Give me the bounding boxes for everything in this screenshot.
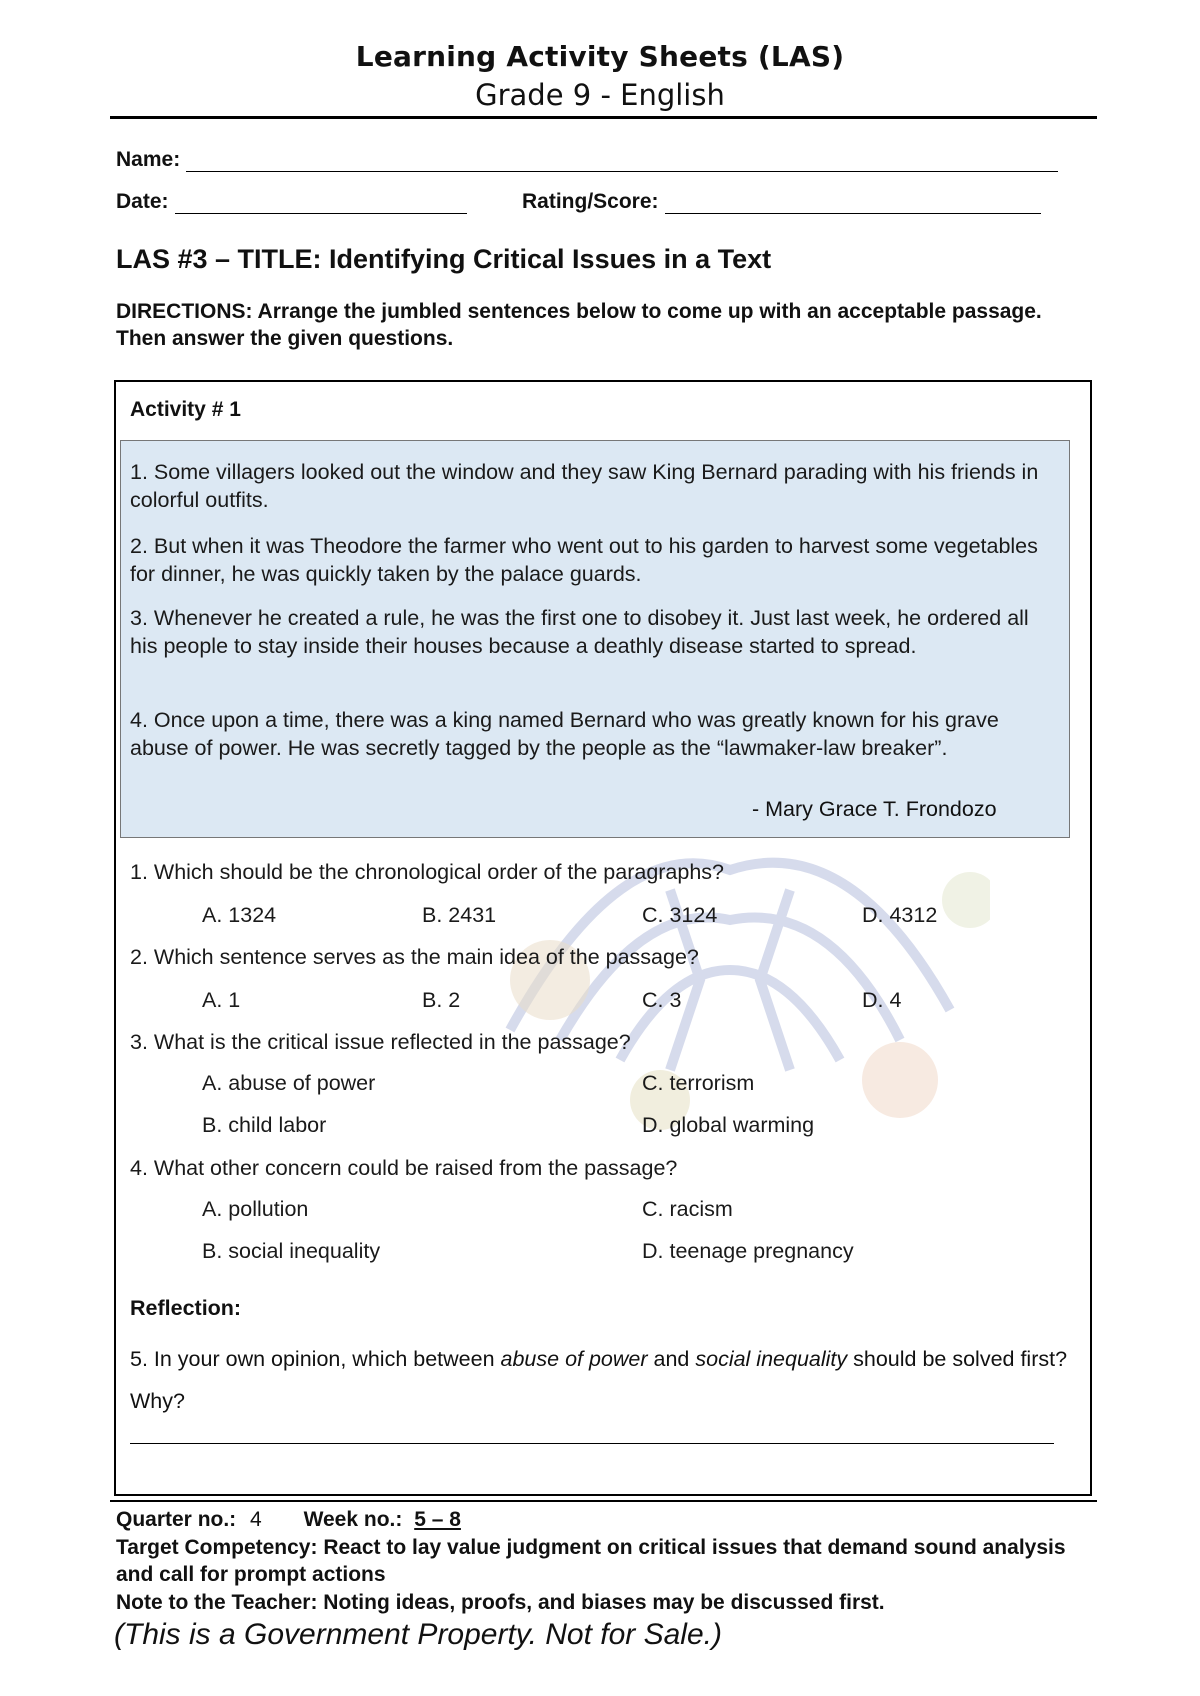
date-label: Date: bbox=[116, 190, 169, 213]
sheet-title: Learning Activity Sheets (LAS) bbox=[355, 40, 845, 73]
passage-paragraph: 1. Some villagers looked out the window and they saw King Bernard parading with his friends in colorful outfits. bbox=[130, 460, 1039, 512]
name-label: Name: bbox=[116, 148, 181, 171]
question-4: 4. What other concern could be raised from the passage? bbox=[130, 1156, 678, 1180]
question-3: 3. What is the critical issue reflected in the passage? bbox=[130, 1030, 631, 1054]
target-competency: Target Competency: React to lay value judgment on critical issues that demand sound analysis and call for prompt actions bbox=[116, 1536, 1066, 1586]
option[interactable]: B. social inequality bbox=[202, 1239, 381, 1263]
option[interactable]: A. pollution bbox=[202, 1197, 309, 1221]
option[interactable]: C. terrorism bbox=[642, 1071, 755, 1095]
quarter-week-line bbox=[116, 1506, 1091, 1533]
rating-label: Rating/Score: bbox=[522, 190, 659, 213]
date-blank[interactable] bbox=[175, 193, 467, 214]
option[interactable]: D. 4 bbox=[862, 988, 902, 1012]
passage-author: - Mary Grace T. Frondozo bbox=[752, 797, 997, 821]
directions: DIRECTIONS: Arrange the jumbled sentences below to come up with an acceptable passage. Then answer the given questions. bbox=[116, 300, 1042, 350]
reflection-text: 5. In your own opinion, which between bbox=[130, 1347, 501, 1371]
sheet-subtitle: Grade 9 - English bbox=[475, 78, 725, 112]
option[interactable]: B. child labor bbox=[202, 1113, 327, 1137]
date-field[interactable] bbox=[116, 190, 467, 214]
option[interactable]: D. 4312 bbox=[862, 903, 938, 927]
reflection-question bbox=[130, 1338, 1070, 1422]
question-1: 1. Which should be the chronological order of the paragraphs? bbox=[130, 860, 725, 884]
rating-blank[interactable] bbox=[665, 193, 1041, 214]
passage-paragraph: 4. Once upon a time, there was a king named Bernard who was greatly known for his grave abuse of power. He was secretly tagged by the people as the “lawmaker-law breaker”. bbox=[130, 708, 999, 760]
reflection-text: and bbox=[647, 1347, 696, 1371]
option[interactable]: B. 2 bbox=[422, 988, 461, 1012]
quarter-label: Quarter no.: bbox=[116, 1508, 237, 1531]
name-field[interactable] bbox=[116, 148, 1058, 172]
reflection-emphasis: abuse of power bbox=[500, 1347, 648, 1371]
las-title: LAS #3 – TITLE: Identifying Critical Issues in a Text bbox=[116, 244, 772, 274]
name-blank[interactable] bbox=[186, 151, 1058, 172]
option[interactable]: D. teenage pregnancy bbox=[642, 1239, 854, 1263]
activity-label: Activity # 1 bbox=[130, 398, 241, 421]
week-label: Week no.: bbox=[303, 1508, 403, 1531]
reflection-text: should be solved first? Why? bbox=[130, 1347, 1068, 1413]
quarter-value: 4 bbox=[250, 1508, 262, 1531]
reflection-emphasis: social inequality bbox=[695, 1347, 848, 1371]
option[interactable]: A. abuse of power bbox=[202, 1071, 376, 1095]
option[interactable]: D. global warming bbox=[642, 1113, 815, 1137]
teacher-note: Note to the Teacher: Noting ideas, proofs, and biases may be discussed first. bbox=[116, 1591, 885, 1614]
reflection-label: Reflection: bbox=[130, 1296, 242, 1320]
answer-line[interactable] bbox=[130, 1443, 1054, 1444]
option[interactable]: A. 1 bbox=[202, 988, 241, 1012]
option[interactable]: C. 3 bbox=[642, 988, 682, 1012]
government-property-note: (This is a Government Property. Not for Sale.) bbox=[114, 1618, 722, 1651]
option[interactable]: A. 1324 bbox=[202, 903, 277, 927]
option[interactable]: B. 2431 bbox=[422, 903, 497, 927]
passage-paragraph: 3. Whenever he created a rule, he was the first one to disobey it. Just last week, he ordered all his people to stay inside their houses because a deathly disease started to spread. bbox=[130, 606, 1029, 658]
header-divider bbox=[110, 116, 1097, 119]
option[interactable]: C. racism bbox=[642, 1197, 733, 1221]
footer-divider bbox=[110, 1500, 1097, 1502]
option[interactable]: C. 3124 bbox=[642, 903, 718, 927]
week-value: 5 – 8 bbox=[414, 1508, 461, 1531]
rating-field[interactable] bbox=[522, 190, 1041, 214]
passage-paragraph: 2. But when it was Theodore the farmer who went out to his garden to harvest some vegetables for dinner, he was quickly taken by the palace guards. bbox=[130, 534, 1038, 586]
question-2: 2. Which sentence serves as the main idea of the passage? bbox=[130, 945, 699, 969]
